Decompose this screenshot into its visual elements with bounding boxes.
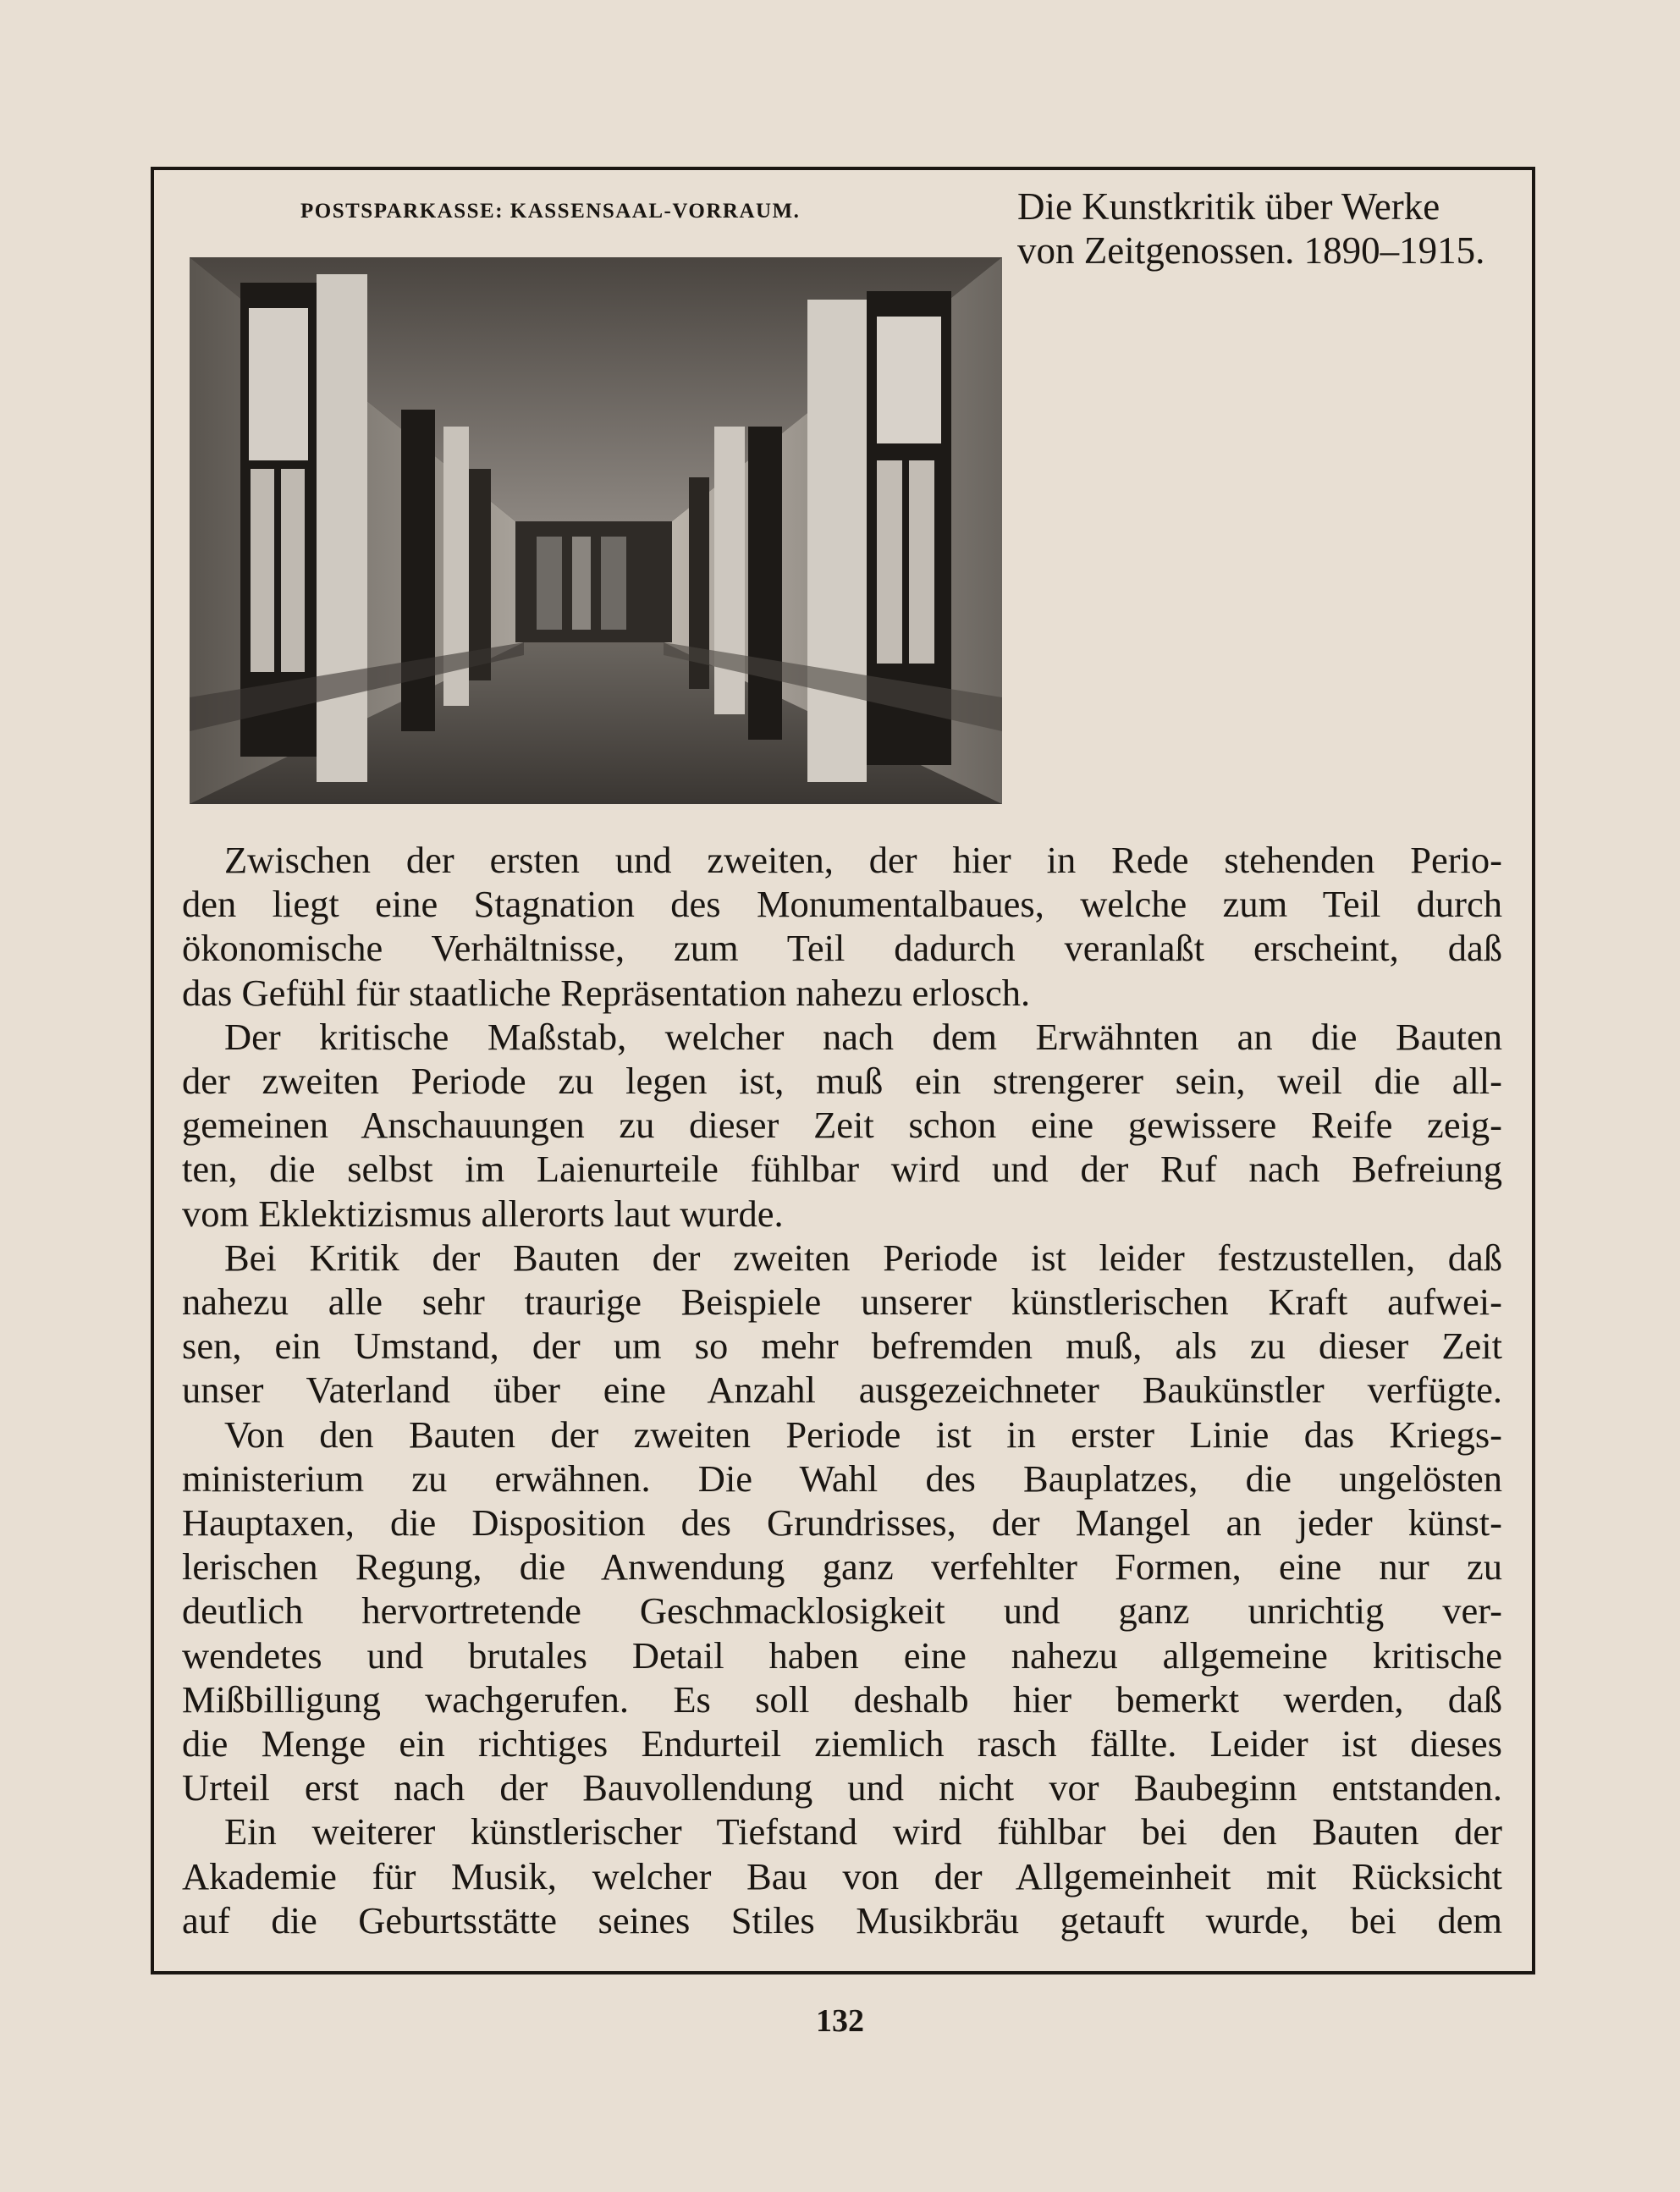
text-line: vom Eklektizismus allerorts laut wurde. [182,1192,784,1235]
text-line: ministerium zu erwähnen. Die Wahl des Bauplatzes, die ungelösten [182,1457,1502,1500]
text-line: die Menge ein richtiges Endurteil ziemlich rasch fällte. Leider ist dieses [182,1722,1502,1765]
paragraph-1 [182,838,1502,1015]
text-line: den liegt eine Stagnation des Monumentalbaues, welche zum Teil durch [182,883,1502,926]
paragraph-2 [182,1015,1502,1236]
text-line: Hauptaxen, die Disposition des Grundrisses, der Mangel an jeder künst- [182,1501,1502,1545]
paragraph-5 [182,1809,1502,1942]
text-line: Von den Bauten der zweiten Periode ist in erster Linie das Kriegs- [224,1413,1502,1456]
text-line: ten, die selbst im Laienurteile fühlbar wird und der Ruf nach Befreiung [182,1148,1502,1191]
text-line: auf die Geburtsstätte seines Stiles Musikbräu getauft wurde, bei dem [182,1898,1502,1941]
text-line: wendetes und brutales Detail haben eine nahezu allgemeine kritische [182,1633,1502,1677]
paragraph-3 [182,1236,1502,1413]
text-line: Bei Kritik der Bauten der zweiten Periode ist leider festzustellen, daß [224,1236,1502,1279]
text-line: Der kritische Maßstab, welcher nach dem Erwähnten an die Bauten [224,1015,1502,1058]
running-header-line-2: von Zeitgenossen. 1890–1915. [1017,229,1485,272]
text-line: Akademie für Musik, welcher Bau von der Allgemeinheit mit Rücksicht [182,1854,1502,1897]
text-line: sen, ein Umstand, der um so mehr befremden muß, als zu dieser Zeit [182,1325,1502,1368]
text-line: Ein weiterer künstlerischer Tiefstand wird fühlbar bei den Bauten der [224,1810,1502,1853]
text-line: der zweiten Periode zu legen ist, muß ein strengerer sein, weil die all- [182,1060,1502,1103]
text-line: gemeinen Anschauungen zu dieser Zeit schon eine gewissere Reife zeig- [182,1104,1502,1147]
paragraph-4 [182,1413,1502,1810]
photo-caption: POSTSPARKASSE: KASSENSAAL-VORRAUM. [300,200,801,223]
text-line: ökonomische Verhältnisse, zum Teil dadurch veranlaßt erscheint, daß [182,927,1502,970]
body-text [182,838,1502,1942]
corridor-photograph [190,257,1002,804]
text-line: Urteil erst nach der Bauvollendung und nicht vor Baubeginn entstanden. [182,1766,1502,1809]
text-line: das Gefühl für staatliche Repräsentation nahezu erlosch. [182,971,1031,1014]
text-line: unser Vaterland über eine Anzahl ausgezeichneter Baukünstler verfügte. [182,1369,1502,1412]
page-number: 132 [816,2003,864,2039]
text-line: Zwischen der ersten und zweiten, der hier in Rede stehenden Perio- [224,839,1502,881]
text-line: nahezu alle sehr traurige Beispiele unserer künstlerischen Kraft aufwei- [182,1281,1502,1324]
text-line: lerischen Regung, die Anwendung ganz verfehlter Formen, eine nur zu [182,1545,1502,1589]
running-header [1017,185,1506,273]
running-header-line-1: Die Kunstkritik über Werke [1017,185,1440,228]
text-line: Mißbilligung wachgerufen. Es soll deshalb hier bemerkt werden, daß [182,1677,1502,1721]
text-line: deutlich hervortretende Geschmacklosigkeit und ganz unrichtig ver- [182,1589,1502,1633]
